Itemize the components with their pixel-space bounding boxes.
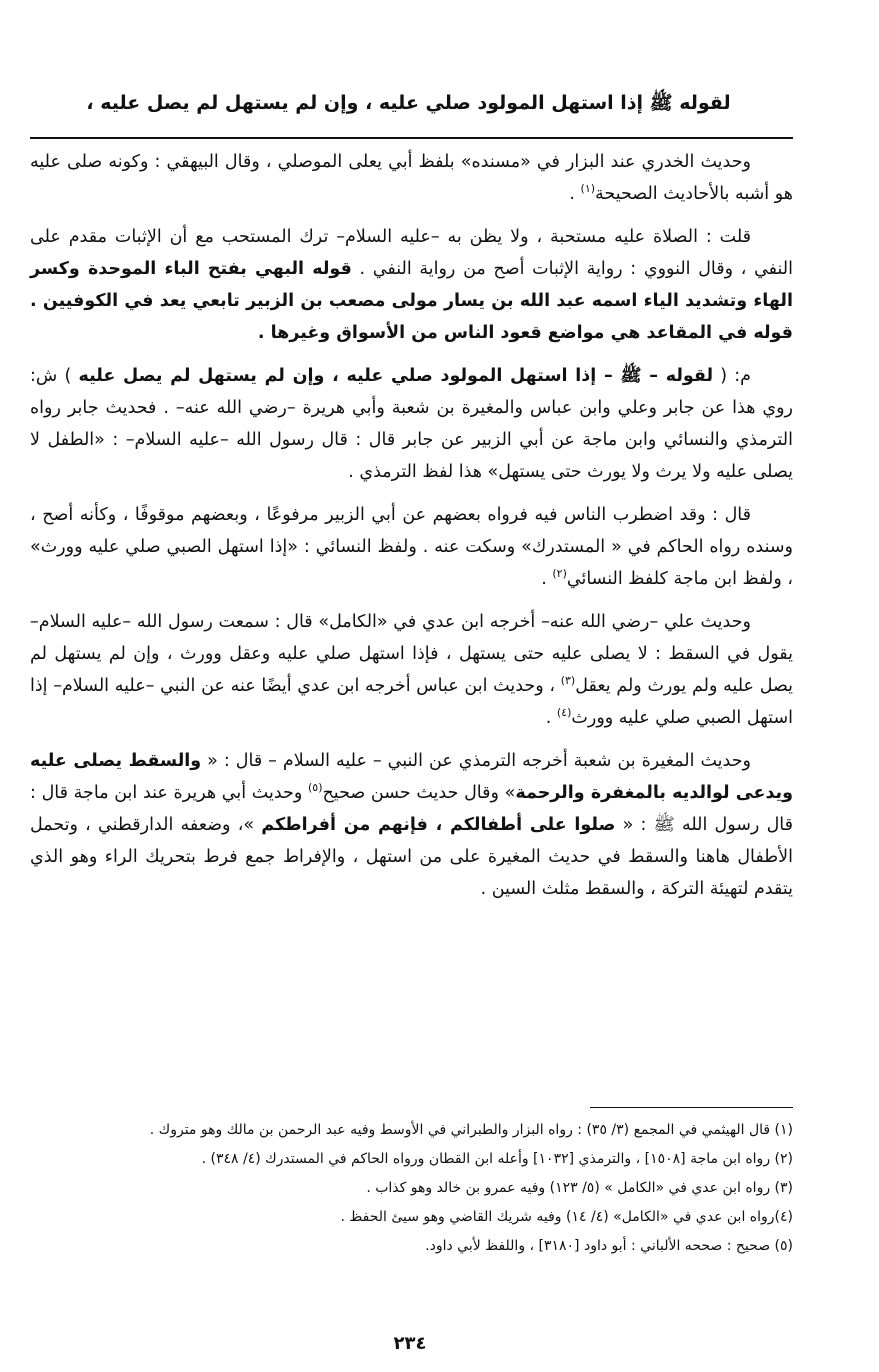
paragraph-text: » وقال حديث حسن صحيح (322, 783, 516, 803)
paragraph-text: ) ش: روي هذا عن جابر وعلي وابن عباس والمغيرة بن شعبة وأبي هريرة –رضي الله عنه– . فحديث جابر رواه الترمذي والنسائي وابن ماجة عن أبي الزبير عن جابر قال : قال رسول الله –عليه السلام– : «الطفل لا يصلى عليه ولا يرث ولا يورث حتى يستهل» هذا لفظ الترمذي . (30, 366, 793, 482)
paragraph-text: وحديث أبي هريرة عند ابن ماجة قال : قال رسول الله ﷺ : « (30, 783, 793, 835)
paragraph-5 (30, 606, 793, 734)
footnote-divider (590, 1107, 793, 1108)
footnote-5: (٥) صحيح : صححه الألباني : أبو داود [٣١٨٠] ، واللفظ لأبي داود. (425, 1238, 793, 1254)
footnote-1: (١) قال الهيثمي في المجمع (٣/ ٣٥) : رواه البزار والطبراني في الأوسط وفيه عبد الرحمن بن مالك وهو متروك . (149, 1122, 793, 1138)
paragraph-2 (30, 221, 793, 349)
footnote-2: (٢) رواه ابن ماجة [١٥٠٨] ، والترمذي [١٠٣٢] وأعله ابن القطان ورواه الحاكم في المستدرك (٤/ ٣٤٨) . (201, 1151, 793, 1167)
paragraph-text: ، وحديث ابن عباس أخرجه ابن عدي أيضًا عنه عن النبي –عليه السلام– إذا استهل الصبي صلي عليه وورث (30, 676, 793, 728)
paragraph-text: قال : وقد اضطرب الناس فيه فرواه بعضهم عن أبي الزبير مرفوعًا ، وبعضهم موقوفًا ، وكأنه أصح ، وسنده رواه الحاكم في « المستدرك» وسكت عنه . ولفظ النسائي : «إذا استهل الصبي صلي عليه وورث» ، ولفظ ابن ماجة كلفظ النسائي (30, 505, 793, 589)
paragraph-6 (30, 745, 793, 905)
running-header: لقوله ﷺ إذا استهل المولود صلي عليه ، وإن لم يستهل لم يصل عليه ، (86, 92, 731, 114)
paragraph-text: وحديث المغيرة بن شعبة أخرجه الترمذي عن النبي – عليه السلام – قال : « (201, 751, 752, 771)
hadith-quote: والسقط يصلى عليه ويدعى لوالديه بالمغفرة والرحمة (30, 751, 794, 803)
paragraph-4 (30, 499, 793, 595)
paragraph-text: »، وضعفه الدارقطني ، وتحمل الأطفال هاهنا والسقط في حديث المغيرة على من استهل ، والإفراط جمع فرط بتحريك الراء وهو الذي يتقدم لتهيئة التركة ، والسقط مثلث السين . (30, 815, 793, 899)
footnote-ref-1[interactable]: (١) (580, 182, 596, 196)
footnote-ref-3[interactable]: (٣) (560, 674, 576, 688)
paragraph-text: قلت : الصلاة عليه مستحبة ، ولا يظن به –عليه السلام– ترك المستحب مع أن الإثبات مقدم على النفي ، وقال النووي : رواية الإثبات أصح من رواية النفي . (30, 227, 793, 279)
footnote-ref-4[interactable]: (٤) (556, 706, 572, 720)
paragraph-text: وحديث الخدري عند البزار في «مسنده» بلفظ أبي يعلى الموصلي ، وقال البيهقي : وكونه صلى عليه هو أشبه بالأحاديث الصحيحة (30, 152, 793, 204)
bold-commentary: قوله البهي بفتح الباء الموحدة وكسر الهاء وتشديد الياء اسمه عبد الله بن يسار مولى مصعب بن الزبير تابعي يعد في الكوفيين . قوله في المقاعد هي مواضع قعود الناس من الأسواق وغيرها . (30, 259, 793, 343)
footnote-4: (٤)رواه ابن عدي في «الكامل» (٤/ ١٤) وفيه شريك القاضي وهو سيئ الحفظ . (340, 1209, 793, 1225)
footnotes (30, 1117, 793, 1262)
paragraph-text: . (541, 569, 553, 589)
paragraph-text: . (545, 708, 557, 728)
footnote-3: (٣) رواه ابن عدي في «الكامل » (٥/ ١٢٣) وفيه عمرو بن خالد وهو كذاب . (366, 1180, 793, 1196)
main-text (30, 146, 793, 916)
footnote-ref-2[interactable]: (٢) (552, 567, 567, 581)
header-divider (30, 137, 793, 139)
paragraph-text: . (569, 184, 581, 204)
footnote-ref-5[interactable]: (٥) (308, 781, 323, 795)
hadith-quote: صلوا على أطفالكم ، فإنهم من أفراطكم (261, 815, 616, 835)
paragraph-3 (30, 360, 793, 488)
matn-quote: لقوله – ﷺ – إذا استهل المولود صلي عليه ، وإن لم يستهل لم يصل عليه (78, 366, 714, 386)
paragraph-1 (30, 146, 793, 210)
paragraph-text: م: ( (713, 366, 751, 386)
paragraph-text: وحديث علي –رضي الله عنه– أخرجه ابن عدي في «الكامل» قال : سمعت رسول الله –عليه السلام– يقول في السقط : لا يصلى عليه حتى يستهل ، فإذا استهل صلي عليه وعقل وورث ، وإن لم يستهل لم يصل عليه ولم يورث ولم يعقل (30, 612, 793, 696)
page-number: ٢٣٤ (393, 1333, 427, 1354)
